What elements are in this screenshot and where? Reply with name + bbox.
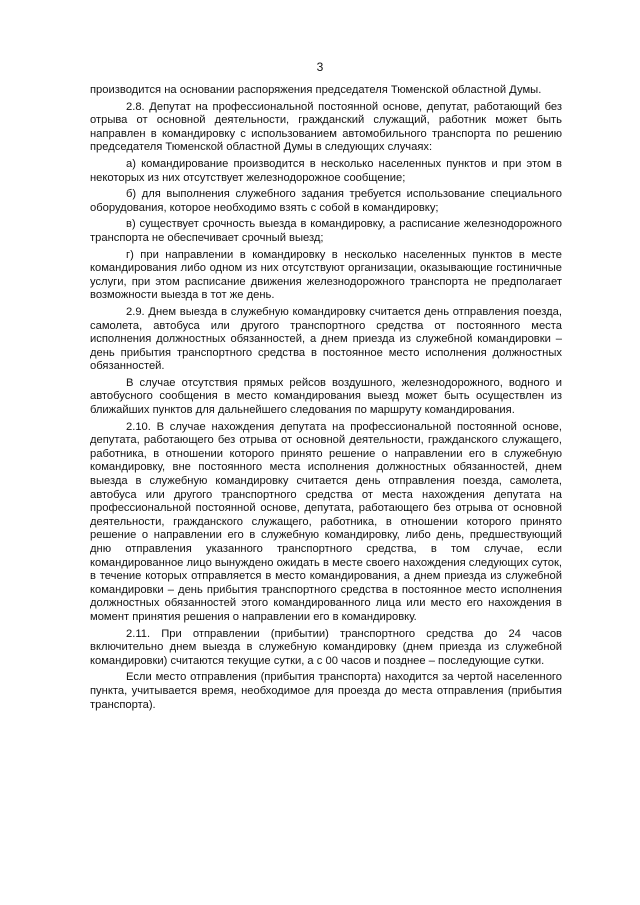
paragraph: б) для выполнения служебного задания требуется использование специального оборудования, которое необходимо взять с собой в командировку; (90, 188, 562, 214)
paragraph: Если место отправления (прибытия транспорта) находится за чертой населенного пункта, учитывается время, необходимое для проезда до места отправления (прибытия транспорта). (90, 671, 562, 711)
paragraph: 2.9. Днем выезда в служебную командировку считается день отправления поезда, самолета, автобуса или другого транспортного средства от постоянного места исполнения должностных обязанностей, а днем приезда из служебной командировки – день прибытия транспортного средства в постоянное место исполнения должностных обязанностей. (90, 305, 562, 373)
paragraph: 2.11. При отправлении (прибытии) транспортного средства до 24 часов включительно днем выезда в служебную командировку (днем приезда из служебной командировки) считаются текущие сутки, а с 00 часов и позднее – последующие сутки. (90, 627, 562, 667)
paragraph: 2.8. Депутат на профессиональной постоянной основе, депутат, работающий без отрыва от основной деятельности, гражданский служащий, работник может быть направлен в командировку с использованием автомобильного транспорта по решению председателя Тюменской областной Думы в следующих случаях: (90, 100, 562, 154)
paragraph: а) командирование производится в несколько населенных пунктов и при этом в некоторых из них отсутствует железнодорожное сообщение; (90, 157, 562, 184)
page-number: 3 (316, 60, 324, 74)
paragraph: 2.10. В случае нахождения депутата на профессиональной постоянной основе, депутата, работающего без отрыва от основной деятельности, гражданского служащего, работника, в отношении которого принято решение о направлении его в служебную командировку, вне постоянного места исполнения должностных обязанностей, днем выезда в служебную командировку считается день отправления поезда, самолета, автобуса или другого транспортного средства от места нахождения депутата на профессиональной постоянной основе, депутата, работающего без отрыва от основной деятельности, гражданского служащего, работника, в отношении которого принято решение о направлении его в служебную командировку, либо день, предшествующий дню отправления указанного транспортного средства, в том случае, если командированное лицо вынуждено ожидать в месте своего нахождения следующих суток, в течение которых отправляется в место командирования, а днем приезда из служебной командировки – день прибытия транспортного средства в постоянное место исполнения должностных обязанностей этого командированного лица или место его нахождения в момент принятия решения о направлении его в командировку. (90, 420, 562, 623)
document-body (90, 84, 562, 715)
paragraph: г) при направлении в командировку в несколько населенных пунктов в месте командирования либо одном из них отсутствуют организации, оказывающие гостиничные услуги, при этом расписание движения железнодорожного транспорта не предполагает возможности выезда в тот же день. (90, 248, 562, 302)
paragraph: в) существует срочность выезда в командировку, а расписание железнодорожного транспорта не обеспечивает срочный выезд; (90, 218, 562, 244)
paragraph: производится на основании распоряжения председателя Тюменской областной Думы. (90, 84, 542, 96)
paragraph: В случае отсутствия прямых рейсов воздушного, железнодорожного, водного и автобусного сообщения в место командирования выезд может быть осуществлен из ближайших пунктов для дальнейшего следования по маршруту командирования. (90, 376, 562, 417)
